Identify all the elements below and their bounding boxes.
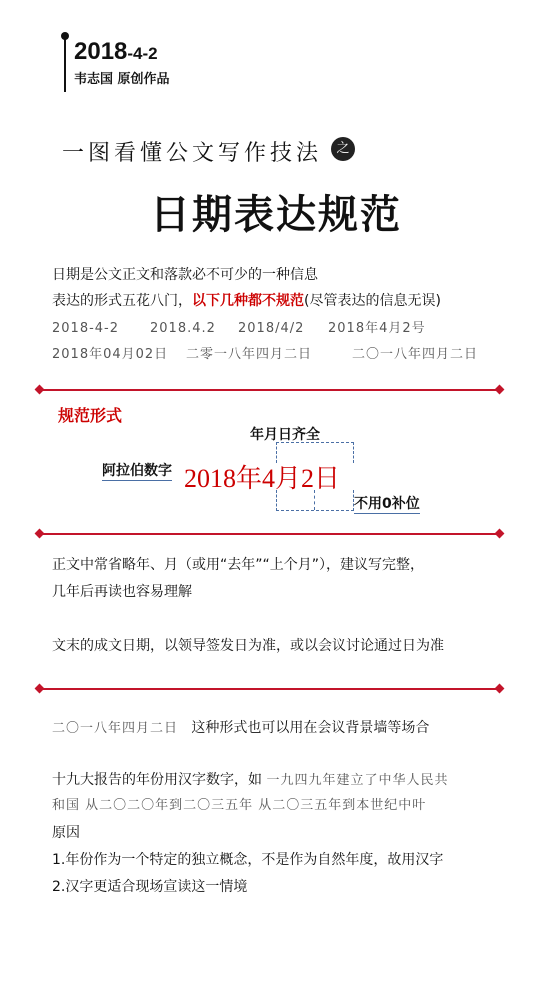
- page-title: 日期表达规范: [150, 192, 402, 238]
- author-credit: 韦志国 原创作品: [74, 72, 170, 87]
- header-date: [74, 38, 158, 66]
- bad-example-7: 二〇一八年四月二日: [352, 347, 479, 362]
- section-divider: [40, 389, 500, 391]
- report-intro: 十九大报告的年份用汉字数字，如: [52, 772, 262, 788]
- note-2: 文末的成文日期，以领导签发日为准，或以会议讨论通过日为准: [52, 638, 444, 654]
- intro-line-2: [52, 291, 441, 311]
- bracket-divider: [314, 490, 315, 510]
- annotation-complete-ymd: 年月日齐全: [250, 427, 320, 443]
- report-line-1: [52, 770, 448, 791]
- report-example-2: 和国 从二〇二〇年到二〇三五年 从二〇三五年到本世纪中叶: [52, 798, 427, 813]
- intro-line-2-start: 表达的形式五花八门，: [52, 293, 192, 309]
- bad-example-2: 2018.4.2: [150, 321, 216, 336]
- note-1-line-2: 几年后再读也容易理解: [52, 584, 192, 600]
- section-divider: [40, 688, 500, 690]
- standard-date-example: 2018年4月2日: [184, 464, 341, 493]
- header-date-year: 2018: [74, 38, 128, 65]
- section-divider: [40, 533, 500, 535]
- hanzi-example-line: [52, 718, 429, 739]
- subtitle-badge: 之: [331, 137, 355, 161]
- reason-1: 1.年份作为一个特定的独立概念，不是作为自然年度，故用汉字: [52, 852, 444, 868]
- divider-diamond-left: [35, 684, 45, 694]
- bracket-bottom: [276, 490, 354, 511]
- bad-example-6: 二零一八年四月二日: [186, 347, 313, 362]
- note-1-line-1: 正文中常省略年、月（或用“去年”“上个月”），建议写完整，: [52, 557, 425, 573]
- divider-diamond-left: [35, 385, 45, 395]
- reason-2: 2.汉字更适合现场宣读这一情境: [52, 879, 248, 895]
- report-example-1: 一九四九年建立了中华人民共: [266, 773, 449, 788]
- bad-example-3: 2018/4/2: [238, 321, 305, 336]
- divider-diamond-right: [495, 684, 505, 694]
- divider-diamond-right: [495, 385, 505, 395]
- hanzi-example-note: 这种形式也可以用在会议背景墙等场合: [191, 720, 430, 736]
- standard-form-label: 规范形式: [58, 406, 123, 425]
- hanzi-date-example: 二〇一八年四月二日: [52, 721, 179, 736]
- divider-diamond-right: [495, 529, 505, 539]
- annotation-no-zero-padding: 不用0补位: [354, 493, 420, 514]
- header-date-suffix: -4-2: [127, 44, 158, 63]
- reasons-title: 原因: [52, 825, 80, 841]
- bad-example-4: 2018年4月2号: [328, 321, 426, 336]
- bad-example-5: 2018年04月02日: [52, 347, 169, 362]
- divider-diamond-left: [35, 529, 45, 539]
- intro-line-2-end: (尽管表达的信息无误): [304, 293, 441, 309]
- timeline-line: [64, 36, 66, 92]
- intro-highlight: 以下几种都不规范: [192, 293, 304, 309]
- series-subtitle: 一图看懂公文写作技法: [62, 141, 323, 166]
- intro-line-1: 日期是公文正文和落款必不可少的一种信息: [52, 267, 318, 283]
- bad-example-1: 2018-4-2: [52, 321, 120, 336]
- annotation-arabic-numerals: 阿拉伯数字: [102, 460, 172, 481]
